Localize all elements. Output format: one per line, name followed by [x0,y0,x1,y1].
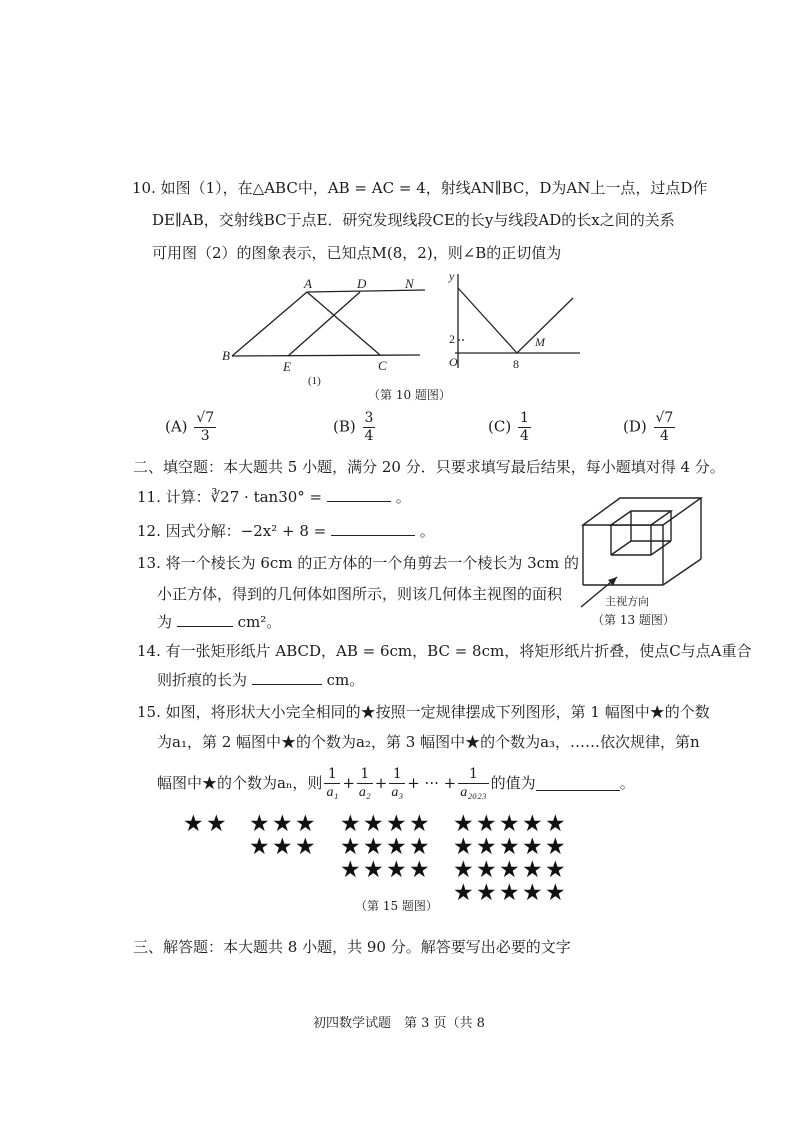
star-icon: ★ [249,811,270,837]
q14-line1: 14. 有一张矩形纸片 ABCD，AB = 6cm，BC = 8cm，将矩形纸片折叠，使点C与点A重合 [137,642,752,660]
star-icon: ★ [453,880,474,906]
star-icon: ★ [499,857,520,883]
q11: 11. 计算：∛27 · tan30° = 。 [137,488,411,506]
star-icon: ★ [340,857,361,883]
option-c[interactable]: (C) $\frac{1}{4}$ [488,410,529,444]
section-2-heading: 二、填空题：本大题共 5 小题，满分 20 分．只要求填写最后结果，每小题填对得 4 分。 [133,458,725,476]
q11-answer-blank[interactable] [327,487,391,502]
point-M: M [535,335,545,349]
label-D: D [357,276,367,291]
star-icon: ★ [522,880,543,906]
axis-y: y [449,269,455,283]
star-icon: ★ [363,857,384,883]
star-icon: ★ [453,834,474,860]
q10-line2: DE∥AB，交射线BC于点E．研究发现线段CE的长y与线段AD的长x之间的关系 [152,211,675,229]
q12: 12. 因式分解：−2x² + 8 = 。 [137,522,435,540]
star-icon: ★ [363,811,384,837]
label-C: C [378,358,387,373]
option-b[interactable]: (B) $\frac{3}{4}$ [333,410,374,444]
star-icon: ★ [522,857,543,883]
star-icon: ★ [499,880,520,906]
star-icon: ★ [453,811,474,837]
star-icon: ★ [272,811,293,837]
star-icon: ★ [340,811,361,837]
star-icon: ★ [476,880,497,906]
star-icon: ★ [272,834,293,860]
star-icon: ★ [499,834,520,860]
q13-view-label: 主视方向 [605,596,649,608]
q10-figure-2 [445,268,585,378]
q14-answer-blank[interactable] [252,670,322,685]
page-footer: 初四数学试题 第 3 页（共 8 [313,1016,485,1031]
q14-line2: 则折痕的长为 cm。 [157,671,365,689]
star-icon: ★ [386,811,407,837]
option-a[interactable]: (A) $\frac{√7}{3}$ [165,410,215,444]
option-d[interactable]: (D) $\frac{√7}{4}$ [623,410,674,444]
star-icon: ★ [295,834,316,860]
star-icon: ★ [206,811,227,837]
label-E: E [283,359,291,374]
star-icon: ★ [545,811,566,837]
star-icon: ★ [363,834,384,860]
star-icon: ★ [545,834,566,860]
section-3-heading: 三、解答题：本大题共 8 小题，共 90 分。解答要写出必要的文字 [133,938,571,956]
q15-line3: 幅图中★的个数为aₙ，则 $\frac{1}{\text{a₁}}$ + $\frac{1}{\text{a₂}}$ + $\frac{1}{\text{a₃}}$ + ··· + $\frac{1}{\text{a₂₀₂₃}}$ 的值为 。 [157,765,635,800]
origin-O: O [449,355,458,369]
star-icon: ★ [340,834,361,860]
star-icon: ★ [545,880,566,906]
q13-line3: 为 cm²。 [157,613,282,631]
q15-line2: 为a₁，第 2 幅图中★的个数为a₂，第 3 幅图中★的个数为a₃，……依次规律，第n [157,733,700,751]
q15-caption: （第 15 题图） [355,899,438,913]
fig1-caption: (1) [308,375,321,387]
q10-figure-1 [220,272,435,387]
star-icon: ★ [499,811,520,837]
q13-line1: 13. 将一个棱长为 6cm 的正方体的一个角剪去一个棱长为 3cm 的 [137,554,580,572]
star-icon: ★ [476,857,497,883]
star-icon: ★ [522,811,543,837]
q10-caption: （第 10 题图） [368,388,451,402]
q13-figure [573,493,713,628]
star-icon: ★ [453,857,474,883]
star-icon: ★ [476,811,497,837]
q10-line3: 可用图（2）的图象表示，已知点M(8，2)，则∠B的正切值为 [152,244,562,262]
tick-2: 2 [449,332,455,346]
star-icon: ★ [295,811,316,837]
q13-answer-blank[interactable] [177,612,233,627]
q10-line1: 10. 如图（1），在△ABC中，AB = AC = 4，射线AN∥BC，D为AN上一点，过点D作 [132,179,708,197]
tick-8: 8 [513,357,519,371]
star-icon: ★ [183,811,204,837]
star-icon: ★ [409,811,430,837]
q12-answer-blank[interactable] [331,521,415,536]
q13-line2: 小正方体，得到的几何体如图所示，则该几何体主视图的面积 [157,585,563,603]
label-A: A [304,276,312,291]
q15-answer-blank[interactable] [536,776,620,791]
star-icon: ★ [476,834,497,860]
star-icon: ★ [545,857,566,883]
star-icon: ★ [409,834,430,860]
star-icon: ★ [522,834,543,860]
star-icon: ★ [386,834,407,860]
q15-line1: 15. 如图，将形状大小完全相同的★按照一定规律摆成下列图形，第 1 幅图中★的个数 [137,703,710,721]
star-icon: ★ [409,857,430,883]
label-B: B [222,348,230,363]
label-N: N [405,276,414,291]
star-icon: ★ [386,857,407,883]
star-icon: ★ [249,834,270,860]
q13-caption: （第 13 题图） [592,613,675,627]
